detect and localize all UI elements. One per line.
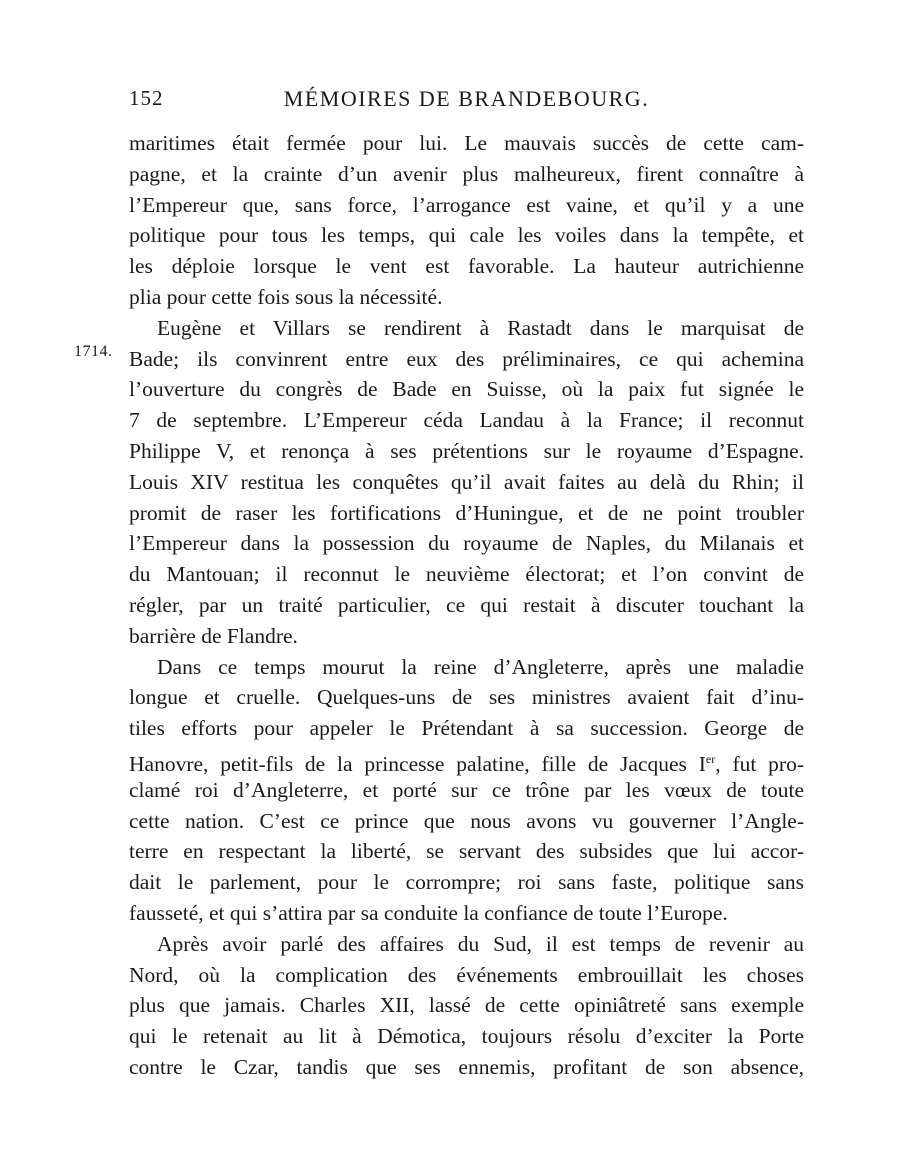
page-header [129,86,804,118]
text-line: tiles efforts pour appeler le Prétendant à sa succession. George de [129,716,804,741]
text-line: plia pour cette fois sous la nécessité. [129,284,443,309]
text-line: barrière de Flandre. [129,623,298,648]
paragraph-start: Après avoir parlé des affaires du Sud, il est temps de revenir au [157,931,804,956]
text-line: l’Empereur que, sans force, l’arrogance est vaine, et qu’il y a une [129,192,804,217]
text-line: l’ouverture du congrès de Bade en Suisse, où la paix fut signée le [129,377,804,402]
text-line: clamé roi d’Angleterre, et porté sur ce trône par les vœux de toute [129,777,804,802]
margin-year-note: 1714. [74,343,113,360]
paragraph-start: Dans ce temps mourut la reine d’Angleterre, après une maladie [157,654,804,679]
text-line: fausseté, et qui s’attira par sa conduite la confiance de toute l’Europe. [129,900,728,925]
text-line: plus que jamais. Charles XII, lassé de cette opiniâtreté sans exemple [129,993,804,1018]
text-line: dait le parlement, pour le corrompre; roi sans faste, politique sans [129,870,804,895]
text-line: terre en respectant la liberté, se servant des subsides que lui accor- [129,839,804,864]
text-line: qui le retenait au lit à Démotica, toujours résolu d’exciter la Porte [129,1024,804,1049]
text-line: pagne, et la crainte d’un avenir plus malheureux, firent connaître à [129,161,804,186]
running-title: MÉMOIRES DE BRANDEBOURG. [283,86,650,111]
text-line [129,744,804,775]
text-line: l’Empereur dans la possession du royaume de Naples, du Milanais et [129,531,804,556]
line-text-tail: , fut pro- [715,751,804,776]
text-line: 7 de septembre. L’Empereur céda Landau à la France; il reconnut [129,408,804,433]
text-line: Louis XIV restitua les conquêtes qu’il avait faites au delà du Rhin; il [129,469,804,494]
line-text: Hanovre, petit-fils de la princesse palatine, fille de Jacques I [129,751,706,776]
superscript: er [705,751,716,766]
text-line: les déploie lorsque le vent est favorable. La hauteur autrichienne [129,254,804,279]
text-line: cette nation. C’est ce prince que nous avons vu gouverner l’Angle- [129,808,804,833]
text-line: Philippe V, et renonça à ses prétentions sur le royaume d’Espagne. [129,438,804,463]
text-line: Nord, où la complication des événements embrouillait les choses [129,962,804,987]
text-line: politique pour tous les temps, qui cale les voiles dans la tempête, et [129,223,804,248]
text-line: contre le Czar, tandis que ses ennemis, profitant de son absence, [129,1054,804,1079]
text-line: maritimes était fermée pour lui. Le mauvais succès de cette cam- [129,131,804,155]
text-line: du Mantouan; il reconnut le neuvième électorat; et l’on convint de [129,562,804,587]
text-line: Bade; ils convinrent entre eux des préliminaires, ce qui achemina [129,346,804,371]
page-number: 152 [129,86,164,110]
text-line: longue et cruelle. Quelques-uns de ses ministres avaient fait d’inu- [129,685,804,710]
text-line: régler, par un traité particulier, ce qui restait à discuter touchant la [129,592,804,617]
body-text [129,128,804,1083]
text-line: promit de raser les fortifications d’Huningue, et de ne point troubler [129,500,804,525]
paragraph-start: Eugène et Villars se rendirent à Rastadt dans le marquisat de [157,315,804,340]
